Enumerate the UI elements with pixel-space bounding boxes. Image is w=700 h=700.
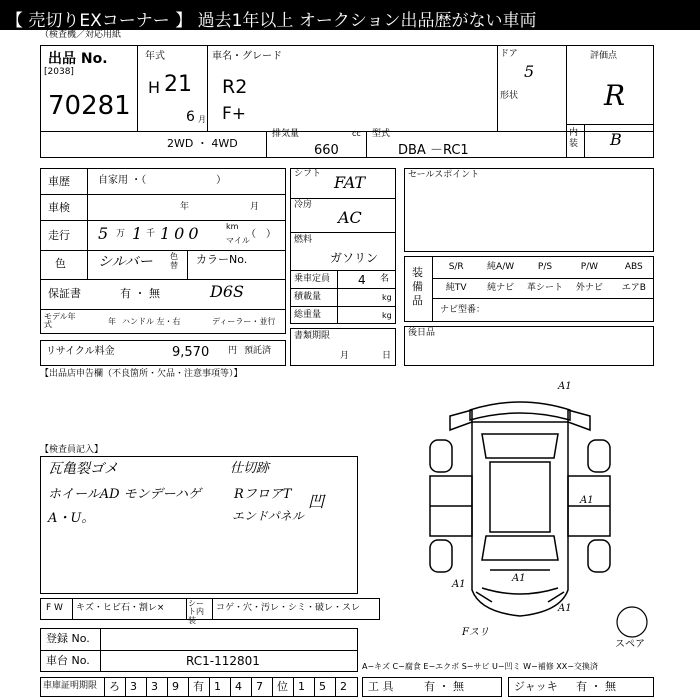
cert-label: 車庫証明期限 <box>43 681 98 691</box>
door-value: 5 <box>524 62 535 81</box>
year-value: 21 <box>164 72 192 97</box>
displacement-value: 660 <box>314 143 339 158</box>
inspector-label: 【検査員記入】 <box>40 445 104 455</box>
divider <box>432 278 654 279</box>
mileage-label: 走行 <box>48 229 70 242</box>
equipment-item: P/W <box>580 262 599 272</box>
divider <box>266 131 267 158</box>
lot-number: 70281 <box>48 91 131 121</box>
navi-model-label: ナビ型番： <box>440 305 486 315</box>
warranty-label: 保証書 <box>48 287 81 300</box>
jack-value: 有 ・ 無 <box>576 680 616 693</box>
divider <box>40 309 286 310</box>
tools-label: 工 具 <box>368 680 394 693</box>
divider <box>104 677 105 697</box>
color-code: D6S <box>210 282 244 301</box>
year-month-unit: 月 <box>198 115 206 124</box>
seller-notes-label: 【出品店申告欄（不良箇所・欠品・注意事項等）】 <box>40 369 243 379</box>
divider <box>251 677 252 697</box>
divider <box>566 45 567 158</box>
divider <box>335 677 336 697</box>
equipment-item: エアB <box>621 283 646 293</box>
divider <box>72 598 73 620</box>
divider <box>209 677 210 697</box>
cert-digit: 4 <box>235 680 242 693</box>
cert-digit: ろ <box>109 680 120 693</box>
inspector-note-right-1: 仕切跡 <box>230 461 270 476</box>
year-month: 6 <box>186 109 195 125</box>
diagram-mark-3: A1 <box>452 579 466 590</box>
divider <box>40 194 286 195</box>
score-value: R <box>604 79 626 112</box>
divider <box>290 288 396 289</box>
color-chip-label: 色替 <box>170 252 178 270</box>
diagram-caption: Fスリ <box>462 627 489 638</box>
inspector-note-right-3: エンドパネル <box>232 509 304 523</box>
chassis-value: RC1-112801 <box>186 654 260 668</box>
mileage-rest: 100 <box>160 224 203 243</box>
color-value: シルバー <box>98 254 153 270</box>
cert-digit: 1 <box>214 680 221 693</box>
door-label: ドア <box>500 49 518 59</box>
dealer: ディーラー・並行 <box>212 317 276 326</box>
banner <box>0 0 700 30</box>
mileage-unit-km: km <box>226 222 239 231</box>
divider <box>290 232 396 233</box>
divider <box>290 198 396 199</box>
mileage-paren: （ ） <box>246 229 276 240</box>
diagram-mark-2: A1 <box>580 495 594 506</box>
recycle-value: 9,570 <box>172 345 210 360</box>
fw-items: キズ・ヒビ石・割レ× <box>76 603 165 613</box>
inspector-note-2: ホイールAD モンデーハゲ <box>48 487 202 502</box>
capacity-unit: 名 <box>380 274 390 284</box>
lot-label: 出品 No. <box>48 51 108 67</box>
header-block <box>40 45 654 158</box>
capacity-value: 4 <box>358 273 366 287</box>
divider <box>497 45 498 131</box>
divider <box>167 677 168 697</box>
doc-deadline-month: 月 <box>340 351 350 361</box>
cert-digit: 5 <box>319 680 326 693</box>
car-diagram <box>410 380 630 630</box>
recycle-deposit: 預託済 <box>244 346 272 356</box>
equipment-item: S/R <box>448 262 464 272</box>
year-era: H <box>148 78 161 97</box>
displacement-unit: cc <box>352 129 361 138</box>
legend: A−キズ C−腐食 E−エクボ S−サビ U−凹ミ W−補修 XX−交換済 <box>362 662 598 671</box>
divider <box>187 250 188 279</box>
divider <box>125 677 126 697</box>
divider <box>566 124 654 125</box>
divider <box>87 168 88 279</box>
displacement-label: 排気量 <box>272 129 300 139</box>
divider <box>432 298 654 299</box>
divider <box>293 677 294 697</box>
model-year-year: 年 <box>108 317 116 326</box>
divider <box>290 306 396 307</box>
inspector-note-1: 瓦亀裂ゴメ <box>48 461 118 477</box>
seat-items: コゲ・穴・汚レ・シミ・破レ・スレ <box>216 603 361 613</box>
score-label: 評価点 <box>590 51 618 61</box>
color-code-label: カラーNo. <box>196 253 248 266</box>
aircon-value: AC <box>338 208 362 227</box>
divider <box>137 45 138 131</box>
weight-unit: kg <box>382 311 392 320</box>
diagram-mark-1: A1 <box>558 381 572 392</box>
interior-value: B <box>610 130 622 149</box>
divider <box>188 677 189 697</box>
registration-label: 登録 No. <box>46 632 90 645</box>
equipment-item: 純ナビ <box>487 283 515 293</box>
model-year-label: モデル年式 <box>44 312 76 330</box>
divider <box>366 131 367 158</box>
divider <box>40 250 286 251</box>
mileage-man-unit: 万 <box>116 229 126 239</box>
divider <box>40 131 654 132</box>
load-label: 積載量 <box>294 292 322 302</box>
fuel-label: 燃料 <box>294 235 313 245</box>
divider <box>40 220 286 221</box>
diagram-mark-4: A1 <box>558 603 572 614</box>
equipment-item: 革シート <box>526 283 563 293</box>
mileage-unit-mile: マイル <box>226 236 250 245</box>
inspection-year: 年 <box>180 202 190 212</box>
equipment-item: 純A/W <box>487 262 515 272</box>
seat-label: シート内装 <box>188 599 204 625</box>
equipment-item: P/S <box>537 262 553 272</box>
tools-value: 有 ・ 無 <box>424 680 464 693</box>
cert-digit: 3 <box>130 680 137 693</box>
divider <box>290 270 396 271</box>
color-label: 色 <box>55 257 66 270</box>
shift-label: シフト <box>294 169 322 179</box>
history-value: 自家用 ・（ ） <box>98 175 227 186</box>
equipment-item: ABS <box>624 262 643 272</box>
handle: ハンドル 左・右 <box>122 317 181 326</box>
mileage-sen: 1 <box>132 224 143 243</box>
capacity-label: 乗車定員 <box>294 274 331 284</box>
model-value: DBA －RC1 <box>398 143 469 158</box>
later-date-label: 後日品 <box>408 328 436 338</box>
door-shape-label: 形状 <box>500 91 519 101</box>
warranty-value: 有 ・ 無 <box>120 287 160 300</box>
load-unit: kg <box>382 293 392 302</box>
inspector-note-right-mark: 凹 <box>308 492 325 511</box>
later-date-box <box>404 326 654 366</box>
fuel-value: ガソリン <box>330 251 379 265</box>
drive-label: 2WD ・ 4WD <box>167 137 238 150</box>
equipment-label: 装備品 <box>412 266 423 307</box>
equipment-item: 外ナビ <box>575 283 603 293</box>
divider <box>100 628 101 672</box>
divider <box>40 650 358 651</box>
divider <box>40 279 286 280</box>
mileage-man: 5 <box>98 224 109 243</box>
divider <box>186 598 187 620</box>
divider <box>272 677 273 697</box>
divider <box>146 677 147 697</box>
car-grade: F+ <box>222 104 247 124</box>
cert-digit: 有 <box>193 680 204 693</box>
cert-digit: 位 <box>277 680 288 693</box>
shift-value: FAT <box>334 173 366 192</box>
spare-tire <box>614 604 650 640</box>
cert-digit: 2 <box>340 680 347 693</box>
diagram-mark-5: A1 <box>512 573 526 584</box>
banner-text: 【 売切りEXコーナー 】 過去1年以上 オークション出品歴がない車両 <box>6 11 537 31</box>
chassis-label: 車台 No. <box>46 654 90 667</box>
divider <box>584 124 585 158</box>
inspection-month: 月 <box>250 202 260 212</box>
spare-label: スペア <box>615 639 645 650</box>
sales-point-label: セールスポイント <box>408 170 480 180</box>
cert-digit: 1 <box>298 680 305 693</box>
sales-point-box <box>404 168 654 252</box>
doc-deadline-label: 書類期限 <box>294 331 331 341</box>
cert-digit: 3 <box>151 680 158 693</box>
divider <box>212 598 213 620</box>
model-label: 型式 <box>372 129 391 139</box>
divider <box>337 270 338 324</box>
jack-label: ジャッキ <box>514 680 558 693</box>
fw-label: F W <box>46 603 63 613</box>
mileage-sen-unit: 千 <box>146 229 156 239</box>
divider <box>207 45 208 131</box>
header-note: （検査機／対応用紙 <box>40 30 122 40</box>
cert-digit: 7 <box>256 680 263 693</box>
weight-label: 総重量 <box>294 310 322 320</box>
car-label: 車名・グレード <box>212 51 282 62</box>
history-label: 車歴 <box>48 175 70 188</box>
inspector-note-3: A・U。 <box>48 511 95 526</box>
cert-digit: 9 <box>172 680 179 693</box>
recycle-unit: 円 <box>228 346 238 356</box>
equipment-item: 純TV <box>445 283 467 293</box>
aircon-label: 冷房 <box>294 200 313 210</box>
year-label: 年式 <box>145 51 165 62</box>
recycle-label: リサイクル料金 <box>46 346 115 357</box>
interior-label: 内 装 <box>569 128 579 149</box>
inspection-label: 車検 <box>48 201 70 214</box>
divider <box>432 256 433 322</box>
doc-deadline-day: 日 <box>382 351 392 361</box>
car-name: R2 <box>222 76 248 98</box>
lot-small: [2038] <box>44 67 74 77</box>
divider <box>230 677 231 697</box>
inspector-note-right-2: RフロアT <box>234 487 292 502</box>
divider <box>314 677 315 697</box>
